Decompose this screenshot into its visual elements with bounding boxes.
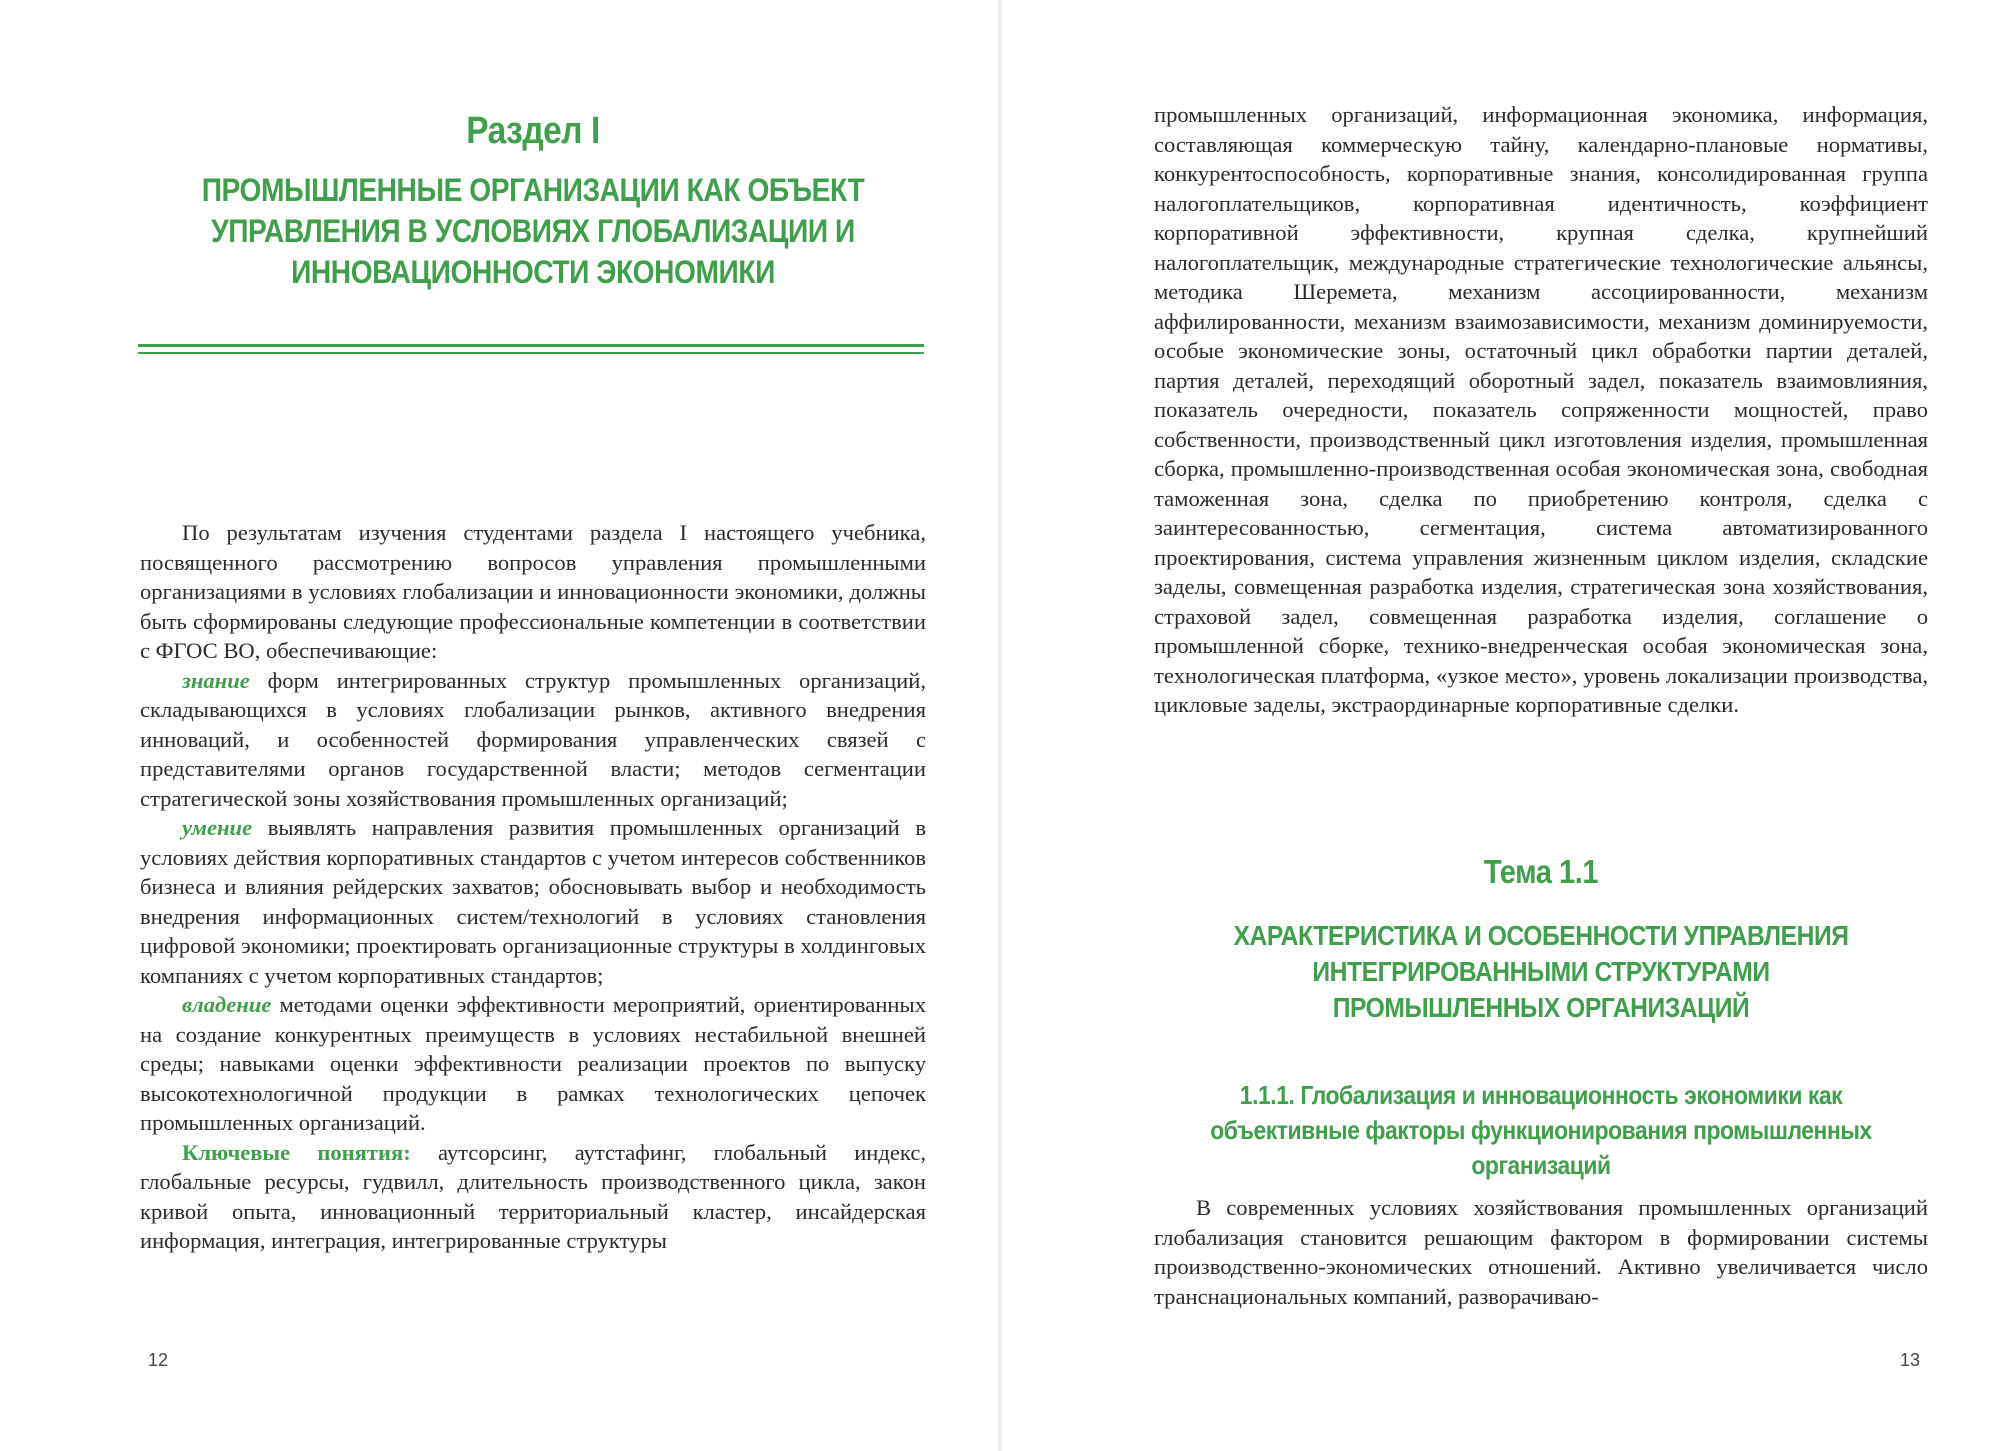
skill-text: выявлять направления развития промышленных организаций в условиях действия корпоративных стандартов с учетом интересов собственников бизнеса и влияния рейдерских захватов; обосновывать выбор и необходимость внедрения информационных систем/технологий в условиях становления цифровой экономики; проектировать организационные структуры в холдинговых компаниях с учетом корпоративных стандартов; [140, 815, 926, 988]
key-concepts-text: аутсорсинг, аутстафинг, глобальный индекс, глобальные ресурсы, гудвилл, длительность производственного цикла, закон кривой опыта, инновационный территориальный кластер, инсайдерская информация, интеграция, интегрированные структуры [140, 1139, 927, 1253]
topic-number: Тема 1.1 [1483, 853, 1599, 890]
body-paragraph: В современных условиях хозяйствования промышленных организаций глобализация становится решающим фактором в формировании системы производственно-экономических отношений. Активно увеличивается число транснациональных компаний, разворачиваю- [1154, 1195, 1928, 1309]
subsection-title: 1.1.1. Глобализация и инновационность экономики как объективные факторы функционирования промышленных организаций [1210, 1080, 1872, 1180]
page-number-right: 13 [1900, 1350, 1921, 1370]
section-title: Раздел I [466, 110, 600, 152]
mastery-text: методами оценки эффективности мероприятий, ориентированных на создание конкурентных преимуществ в условиях нестабильной внешней среды; навыками оценки эффективности реализации проектов по выпуску высокотехнологичной продукции в рамках технологических цепочек промышленных организаций. [140, 992, 926, 1135]
mastery-term: владение [182, 992, 272, 1017]
right-body [1154, 1193, 1928, 1311]
knowledge-text: форм интегрированных структур промышленных организаций, складывающихся в условиях глобализации рынков, активного внедрения инноваций, и особенностей формирования управленческих связей с представителями органов государственной власти; методов сегментации стратегической зоны хозяйствования промышленных организаций; [140, 667, 926, 811]
knowledge-term: знание [182, 667, 250, 693]
page-number-left: 12 [148, 1350, 169, 1370]
key-concepts-label: Ключевые понятия: [182, 1139, 411, 1165]
right-continuation [1154, 100, 1928, 720]
intro-paragraph: По результатам изучения студентами раздела I настоящего учебника, посвященного рассмотрению вопросов управления промышленными организациями в условиях глобализации и инновационности экономики, должны быть сформированы следующие профессиональные компетенции в соответствии с ФГОС ВО, обеспечивающие: [140, 520, 926, 663]
section-subtitle: ПРОМЫШЛЕННЫЕ ОРГАНИЗАЦИИ КАК ОБЪЕКТ УПРАВЛЕНИЯ В УСЛОВИЯХ ГЛОБАЛИЗАЦИИ И ИННОВАЦИОННОСТИ ЭКОНОМИКИ [201, 172, 865, 290]
topic-title: ХАРАКТЕРИСТИКА И ОСОБЕННОСТИ УПРАВЛЕНИЯ ИНТЕГРИРОВАННЫМИ СТРУКТУРАМИ ПРОМЫШЛЕННЫХ ОРГАНИЗАЦИЙ [1233, 920, 1849, 1023]
skill-term: умение [182, 815, 253, 840]
key-concepts-continuation: промышленных организаций, информационная экономика, информация, составляющая коммерческую тайну, календарно-плановые нормативы, конкурентоспособность, корпоративные знания, консолидированная группа налогоплательщиков, корпоративная идентичность, коэффициент корпоративной эффективности, крупная сделка, крупнейший налогоплательщик, международные стратегические технологические альянсы, методика Шеремета, механизм ассоциированности, механизм аффилированности, механизм взаимозависимости, механизм доминируемости, особые экономические зоны, остаточный цикл обработки партии деталей, партия деталей, переходящий оборотный задел, показатель взаимовлияния, показатель очередности, показатель сопряженности мощностей, право собственности, производственный цикл изготовления изделия, промышленная сборка, промышленно-производственная особая экономическая зона, свободная таможенная зона, сделка по приобретению контроля, сделка с заинтересованностью, сегментация, система автоматизированного проектирования, система управления жизненным циклом изделия, складские заделы, совмещенная разработка изделия, стратегическая зона хозяйствования, страховой задел, совмещенная разработка изделия, соглашение о промышленной сборке, технико-внедренческая особая экономическая зона, технологическая платформа, «узкое место», уровень локализации производства, цикловые заделы, экстраординарные корпоративные сделки. [1154, 102, 1928, 717]
